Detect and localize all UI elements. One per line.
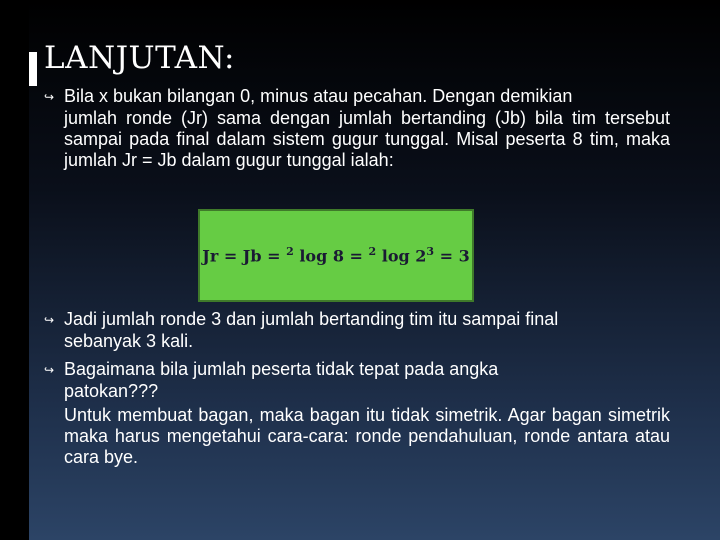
bullet-2-rest: sebanyak 3 kali. — [64, 331, 194, 351]
formula-log-base-1: 2 — [286, 245, 294, 259]
title-accent-bar-dark — [14, 52, 24, 86]
formula-lhs: Jr = Jb = — [202, 246, 287, 266]
formula-mid-2: log 2 — [376, 246, 427, 266]
curved-arrow-icon: ↪ — [44, 90, 55, 104]
bullet-item-2 — [44, 309, 670, 352]
curved-arrow-icon: ↪ — [44, 363, 55, 377]
formula-box — [198, 209, 474, 302]
formula-log-base-2: 2 — [368, 245, 377, 259]
formula — [202, 245, 470, 265]
bullet-3-rest: patokan??? — [64, 381, 159, 401]
formula-rhs: = 3 — [434, 246, 470, 266]
bullet-1-rest: jumlah ronde (Jr) sama dengan jumlah bertanding (Jb) bila tim tersebut sampai pada final dalam sistem gugur tunggal. Misal peserta 8 tim, maka jumlah Jr = Jb dalam gugur tunggal ialah: — [64, 108, 670, 170]
bullet-1-first-line: Bila x bukan bilangan 0, minus atau pecahan. Dengan demikian — [64, 86, 573, 106]
bullet-item-1 — [44, 86, 670, 171]
bullet-2-first-line: Jadi jumlah ronde 3 dan jumlah bertanding tim itu sampai final — [64, 309, 559, 329]
bullet-item-3 — [44, 359, 670, 402]
curved-arrow-icon: ↪ — [44, 313, 55, 327]
formula-mid-1: log 8 = — [293, 246, 369, 266]
body-paragraph: Untuk membuat bagan, maka bagan itu tidak simetrik. Agar bagan simetrik maka harus mengetahui cara-cara: ronde pendahuluan, ronde antara atau cara bye. — [64, 405, 670, 467]
formula-exponent: 3 — [426, 245, 435, 259]
bullet-3-first-line: Bagaimana bila jumlah peserta tidak tepat pada angka — [64, 359, 499, 379]
title-accent-bar-light — [29, 52, 37, 86]
slide-title: LANJUTAN: — [44, 40, 235, 76]
